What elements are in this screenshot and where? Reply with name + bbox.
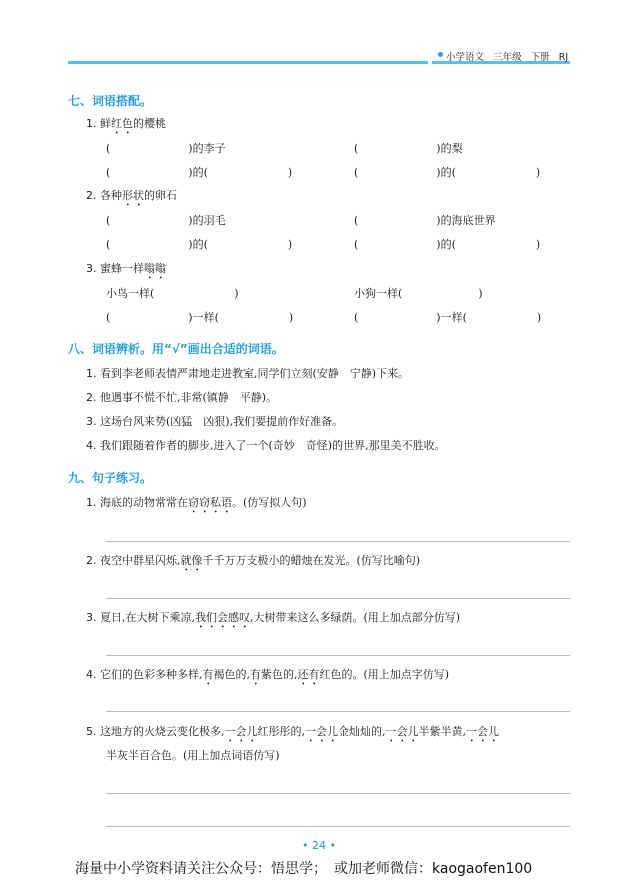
- s7-q1-r1a: (: [106, 142, 111, 155]
- s7-q2-r2-left: [106, 236, 292, 252]
- s9-s5-l1b: 红彤彤的,: [257, 725, 305, 738]
- header-subject: 小学语文: [446, 52, 485, 63]
- s7-q3-pre: 蜜蜂一样: [100, 262, 144, 275]
- s9-s1-post: 。(仿写拟人句): [232, 496, 307, 509]
- s7-q2-r1-right: [354, 212, 496, 228]
- section8-title: 八、词语辨析。用“√”画出合适的词语。: [68, 342, 284, 356]
- s9-s3-text2: ,大树带来这么多绿荫。(用上加点部分仿写): [250, 611, 461, 624]
- s9-s5-l1c: 金灿灿的,: [338, 725, 386, 738]
- s9-s3-num: 3.: [86, 611, 97, 624]
- s7-q1-r2-left: [106, 164, 292, 180]
- s9-s5-num: 5.: [86, 725, 97, 738]
- s7-q1-marked: 红色: [111, 117, 133, 130]
- s9-s3-marked: 我们会感叹: [195, 611, 250, 624]
- s9-s2-text1: 夜空中群星闪烁,: [100, 554, 181, 567]
- s9-s5-answer-line-2[interactable]: [106, 826, 570, 827]
- header-term: 下册: [530, 52, 550, 63]
- s8-item-3-text: 这场台风来势(凶猛 凶狠),我们要提前作好准备。: [100, 415, 344, 428]
- s9-s5-line1: [86, 723, 499, 745]
- s8-item-2-text: 他遇事不慌不忙,非常(镇静 平静)。: [100, 391, 278, 404]
- s9-s4-answer-line[interactable]: [106, 711, 570, 712]
- s7-q3-r2c: ): [288, 311, 294, 324]
- s9-s4-t3: 紫色的,: [261, 668, 298, 681]
- s8-item-1-num: 1.: [86, 367, 97, 380]
- s7-q3-r2-right: [354, 309, 541, 325]
- s9-s4-m3: 还有: [297, 668, 320, 681]
- s7-q1-post: 的樱桃: [133, 117, 166, 130]
- s7-q3-r2-left: [106, 309, 293, 325]
- s8-item-3: [86, 413, 343, 429]
- s9-s4-t4: 红色的。(用上加点字仿写): [319, 668, 450, 681]
- s7-q1-r1c: (: [354, 142, 359, 155]
- s7-q2-r2c: ): [287, 238, 293, 251]
- s9-s1-answer-line[interactable]: [106, 541, 570, 542]
- footer-promo: 海量中小学资料请关注公众号：悟思学； 或加老师微信：kaogaofen100: [75, 861, 533, 877]
- s7-q2-r1-left: [106, 212, 226, 228]
- s9-s4-m2: 有: [250, 668, 261, 681]
- s7-q1-r2e: )的(: [436, 166, 456, 179]
- s7-q1-num: 1.: [86, 117, 97, 130]
- s7-q3-r1b: ): [234, 287, 239, 300]
- s7-q3-r1d: ): [478, 287, 483, 300]
- s7-q1-r2-right: [354, 164, 540, 180]
- s7-q2-r2e: )的(: [436, 238, 456, 251]
- s7-q2-r1d: )的海底世界: [436, 214, 496, 227]
- s7-q3-r2d: (: [354, 311, 359, 324]
- s7-q1-r2d: (: [354, 166, 359, 179]
- s7-q1-r1-right: [354, 140, 463, 156]
- s9-s5-answer-line-1[interactable]: [106, 793, 570, 794]
- s9-s5-m4: 一会儿: [466, 725, 499, 738]
- s7-q2-r2-right: [354, 236, 540, 252]
- s9-s2-num: 2.: [86, 554, 97, 567]
- s9-s5-m2: 一会儿: [305, 725, 338, 738]
- s7-q2-post: 的卵石: [144, 189, 177, 202]
- header-rule-left: [68, 61, 428, 64]
- s9-s1-pre: 海底的动物常常在: [100, 496, 188, 509]
- s8-item-4: [86, 437, 446, 453]
- header-bullet-icon: [438, 52, 443, 57]
- s7-q1-r2f: ): [535, 166, 541, 179]
- s7-q2-r2b: )的(: [188, 238, 208, 251]
- s7-q3-r2f: ): [536, 311, 542, 324]
- s7-q1-r1-left: [106, 140, 226, 156]
- s7-q3-r2a: (: [106, 311, 111, 324]
- s9-s2-marked: 就像: [180, 554, 203, 567]
- s9-s5-m1: 一会儿: [224, 725, 258, 738]
- s7-q3-num: 3.: [86, 262, 97, 275]
- s9-s1-num: 1.: [86, 496, 97, 509]
- s9-s4: [86, 666, 449, 688]
- s9-s1: [86, 494, 307, 516]
- s7-q2-r1c: (: [354, 214, 359, 227]
- s8-item-2-num: 2.: [86, 391, 97, 404]
- s8-item-4-num: 4.: [86, 439, 97, 452]
- page-number: • 24 •: [302, 839, 336, 852]
- s7-q1-r1d: )的梨: [436, 142, 463, 155]
- s7-q3-r1-right: [354, 285, 483, 301]
- s7-q2-prompt: [86, 187, 177, 209]
- s7-q3-marked: 嗡嗡: [144, 262, 166, 275]
- s9-s1-marked: 窃窃私语: [188, 496, 232, 509]
- header-grade: 三年级: [493, 52, 522, 63]
- s7-q2-r2f: ): [535, 238, 541, 251]
- s8-item-2: [86, 389, 277, 405]
- s7-q2-r1a: (: [106, 214, 111, 227]
- s9-s4-m1: 有: [202, 668, 214, 681]
- s8-item-3-num: 3.: [86, 415, 97, 428]
- s9-s3-answer-line[interactable]: [106, 655, 570, 656]
- s7-q1-r2a: (: [106, 166, 111, 179]
- s7-q1-r1b: )的李子: [188, 142, 226, 155]
- s9-s5-l1d: 半紫半黄,: [418, 725, 466, 738]
- s7-q3-r2b: )一样(: [188, 311, 219, 324]
- s7-q2-r2a: (: [106, 238, 111, 251]
- s9-s5-line2: 半灰半百合色。(用上加点词语仿写): [106, 749, 280, 762]
- s9-s4-t2: 褐色的,: [213, 668, 250, 681]
- s7-q1-r2b: )的(: [188, 166, 208, 179]
- s9-s3: [86, 609, 460, 631]
- s8-item-1: [86, 365, 409, 381]
- s7-q3-r1c: 小狗一样(: [354, 287, 403, 300]
- s7-q1-pre: 鲜: [100, 117, 111, 130]
- s7-q3-r1a: 小鸟一样(: [106, 287, 155, 300]
- s7-q1-prompt: [86, 115, 166, 137]
- s7-q2-num: 2.: [86, 189, 97, 202]
- s8-item-4-text: 我们跟随着作者的脚步,进入了一个(奇妙 奇怪)的世界,那里美不胜收。: [100, 439, 446, 452]
- s9-s5-m3: 一会儿: [385, 725, 419, 738]
- s7-q2-r1b: )的羽毛: [188, 214, 226, 227]
- s9-s5-l1a: 这地方的火烧云变化极多,: [100, 725, 225, 738]
- s7-q3-prompt: [86, 260, 166, 282]
- section9-title: 九、句子练习。: [68, 471, 153, 485]
- header-info: [446, 49, 568, 63]
- header-edition: RJ: [558, 52, 569, 63]
- s9-s4-num: 4.: [86, 668, 97, 681]
- s9-s2-answer-line[interactable]: [106, 598, 570, 599]
- section7-title: 七、词语搭配。: [68, 94, 153, 108]
- s7-q2-pre: 各种: [100, 189, 122, 202]
- s9-s4-text1: 它们的色彩多种多样,: [100, 668, 203, 681]
- s7-q2-r2d: (: [354, 238, 359, 251]
- s8-item-1-text: 看到李老师表情严肃地走进教室,同学们立刻(安静 宁静)下来。: [100, 367, 410, 380]
- s9-s2: [86, 552, 420, 574]
- s7-q1-r2c: ): [287, 166, 293, 179]
- s9-s3-text1: 夏日,在大树下乘凉,: [100, 611, 195, 624]
- s7-q3-r1-left: [106, 285, 239, 301]
- s7-q2-marked: 形状: [122, 189, 144, 202]
- s7-q3-r2e: )一样(: [436, 311, 467, 324]
- s9-s2-text2: 千千万万支极小的蜡烛在发光。(仿写比喻句): [202, 554, 421, 567]
